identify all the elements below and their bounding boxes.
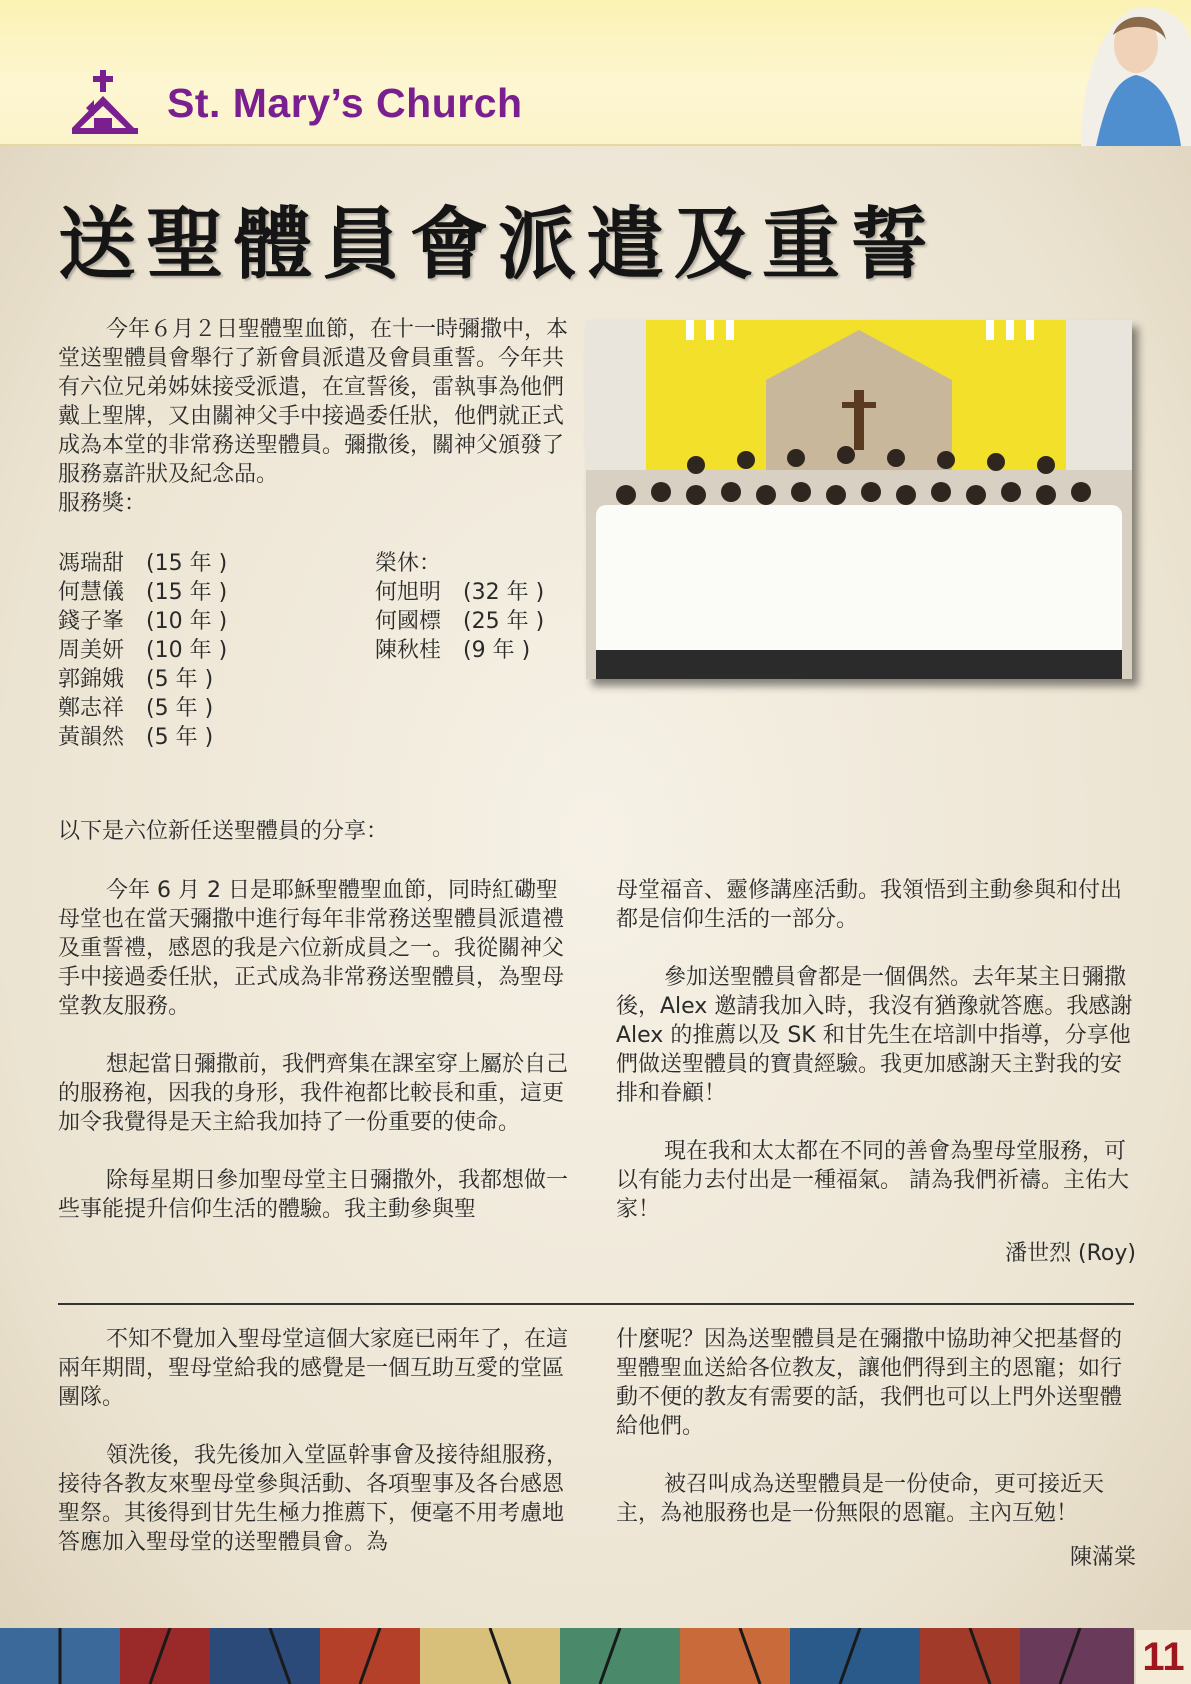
paragraph: 今年 6 月 2 日是耶穌聖體聖血節，同時紅磡聖母堂也在當天彌撒中進行每年非常務送聖體員派遣禮及重誓禮，感恩的我是六位新成員之一。我從關神父手中接過委任狀，正式成為非常務送聖體員，為聖母堂教友服務。 bbox=[58, 878, 565, 1019]
article2-right-column bbox=[616, 1325, 1136, 1601]
share-intro: 以下是六位新任送聖體員的分享： bbox=[58, 819, 389, 844]
retiree-name: 何旭明 bbox=[375, 580, 442, 605]
retiree-years: (32 年 ) bbox=[463, 580, 545, 605]
award-name: 錢子峯 bbox=[58, 609, 125, 634]
article1-left-column bbox=[58, 876, 578, 1253]
list-item bbox=[58, 723, 227, 752]
retirement-heading: 榮休： bbox=[375, 551, 442, 576]
retiree-years: (9 年 ) bbox=[463, 638, 531, 663]
award-name: 馮瑞甜 bbox=[58, 551, 125, 576]
paragraph: 想起當日彌撒前，我們齊集在課室穿上屬於自己的服務袍，因我的身形，我件袍都比較長和重，這更加令我覺得是天主給我加持了一份重要的使命。 bbox=[58, 1052, 569, 1135]
page-number: 11 bbox=[1136, 1630, 1191, 1684]
list-item bbox=[58, 636, 227, 665]
virgin-mary-image bbox=[1051, 0, 1191, 146]
award-years: (15 年 ) bbox=[146, 580, 228, 605]
article2-left-column bbox=[58, 1325, 578, 1586]
retirement-list bbox=[375, 549, 544, 665]
article-title: 送聖體員會派遣及重誓 bbox=[58, 199, 939, 290]
award-name: 鄭志祥 bbox=[58, 696, 125, 721]
retiree-name: 何國標 bbox=[375, 609, 442, 634]
list-item bbox=[375, 607, 544, 636]
paragraph: 母堂福音、靈修講座活動。我領悟到主動參與和付出都是信仰生活的一部分。 bbox=[616, 878, 1123, 932]
article1-right-column bbox=[616, 876, 1136, 1297]
service-award-list bbox=[58, 549, 227, 752]
paragraph: 參加送聖體員會都是一個偶然。去年某主日彌撒後，Alex 邀請我加入時，我沒有猶豫就答應。我感謝 Alex 的推薦以及 SK 和甘先生在培訓中指導，分享他們做送聖體員的寶貴經驗。我更加感謝天主對我的安排和眷顧！ bbox=[616, 965, 1133, 1106]
intro-paragraph: 今年６月２日聖體聖血節，在十一時彌撒中，本堂送聖體員會舉行了新會員派遣及會員重誓。今年共有六位兄弟姊妹接受派遣，在宣誓後，雷執事為他們戴上聖牌，又由關神父手中接過委任狀，他們就正式成為本堂的非常務送聖體員。彌撒後，關神父頒發了服務嘉許狀及紀念品。 bbox=[58, 317, 569, 487]
award-years: (10 年 ) bbox=[146, 609, 228, 634]
intro-block bbox=[58, 315, 578, 518]
award-years: (5 年 ) bbox=[146, 696, 214, 721]
church-name: St. Mary’s Church bbox=[167, 80, 523, 126]
list-item bbox=[58, 578, 227, 607]
list-item bbox=[58, 549, 227, 578]
signature: 潘世烈 (Roy) bbox=[1005, 1241, 1136, 1266]
paragraph: 什麼呢？因為送聖體員是在彌撒中協助神父把基督的聖體聖血送給各位教友，讓他們得到主的恩寵；如行動不便的教友有需要的話，我們也可以上門外送聖體給他們。 bbox=[616, 1327, 1123, 1439]
award-name: 何慧儀 bbox=[58, 580, 125, 605]
signature: 陳滿棠 bbox=[1069, 1545, 1136, 1570]
page-header bbox=[0, 0, 1191, 146]
award-years: (10 年 ) bbox=[146, 638, 228, 663]
section-divider bbox=[58, 1303, 1134, 1305]
paragraph: 被召叫成為送聖體員是一份使命，更可接近天主，為祂服務也是一份無限的恩寵。主內互勉！ bbox=[616, 1472, 1105, 1526]
church-cross-icon bbox=[72, 70, 142, 134]
list-item bbox=[58, 665, 227, 694]
award-name: 黃韻然 bbox=[58, 725, 125, 750]
paragraph: 現在我和太太都在不同的善會為聖母堂服務，可以有能力去付出是一種福氣。 請為我們祈禱。主佑大家！ bbox=[616, 1139, 1129, 1222]
retiree-years: (25 年 ) bbox=[463, 609, 545, 634]
award-heading: 服務獎： bbox=[58, 491, 147, 516]
retiree-name: 陳秋桂 bbox=[375, 638, 442, 663]
award-name: 郭錦娥 bbox=[58, 667, 125, 692]
paragraph: 不知不覺加入聖母堂這個大家庭已兩年了，在這兩年期間，聖母堂給我的感覺是一個互助互愛的堂區團隊。 bbox=[58, 1327, 569, 1410]
list-item bbox=[375, 636, 544, 665]
group-photo bbox=[586, 320, 1132, 679]
paragraph: 除每星期日參加聖母堂主日彌撒外，我都想做一些事能提升信仰生活的體驗。我主動參與聖 bbox=[58, 1168, 569, 1222]
award-years: (5 年 ) bbox=[146, 667, 214, 692]
stained-glass-banner bbox=[0, 1628, 1134, 1684]
award-name: 周美妍 bbox=[58, 638, 125, 663]
award-years: (15 年 ) bbox=[146, 551, 228, 576]
paragraph: 領洗後，我先後加入堂區幹事會及接待組服務，接待各教友來聖母堂參與活動、各項聖事及各台感恩聖祭。其後得到甘先生極力推薦下，便毫不用考慮地答應加入聖母堂的送聖體員會。為 bbox=[58, 1443, 569, 1555]
list-item bbox=[58, 607, 227, 636]
award-years: (5 年 ) bbox=[146, 725, 214, 750]
list-item bbox=[58, 694, 227, 723]
list-item bbox=[375, 578, 544, 607]
